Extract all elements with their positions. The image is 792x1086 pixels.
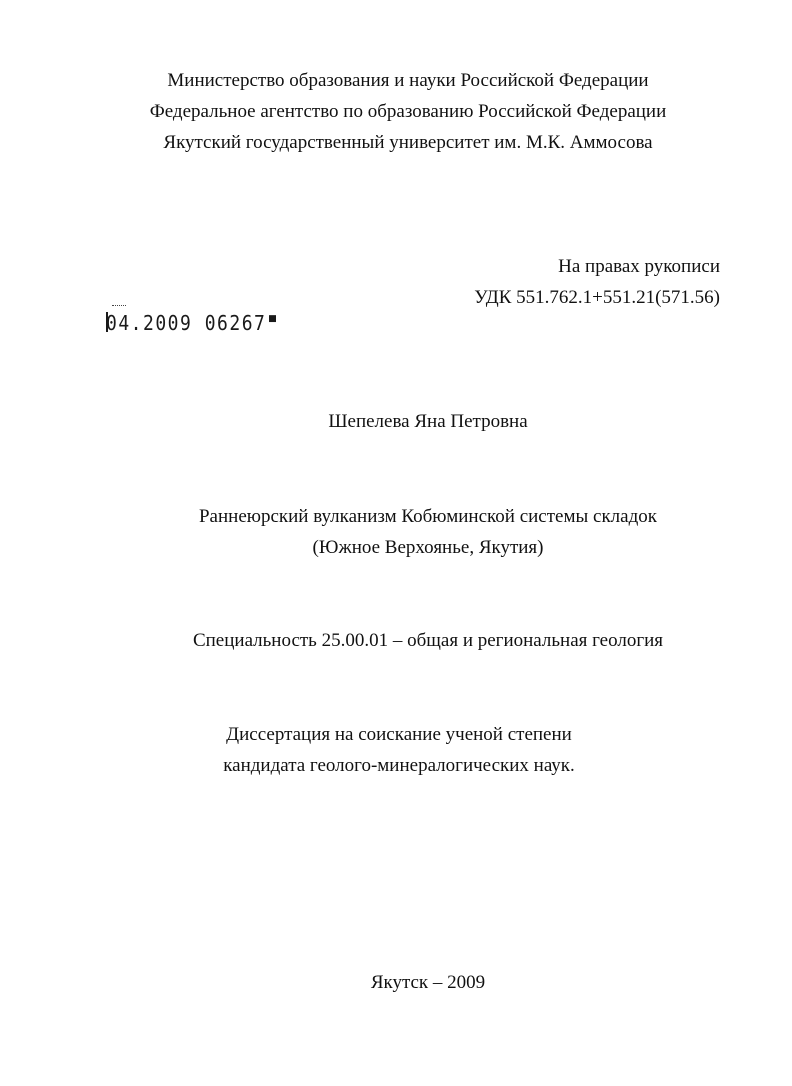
stamp-tick-mark [112, 305, 126, 308]
stamp-number: 04.2009 06267 [106, 311, 267, 336]
stamp-square-mark [269, 315, 276, 322]
registration-stamp [106, 311, 276, 336]
agency-heading: Федеральное агентство по образованию Российской Федерации [149, 101, 667, 122]
manuscript-rights-label: На правах рукописи [558, 256, 720, 277]
degree-line-2: кандидата геолого-минералогических наук. [223, 755, 575, 776]
dissertation-title-line-1: Раннеюрский вулканизм Кобюминской системы складок [198, 506, 657, 527]
author-name: Шепелева Яна Петровна [328, 411, 528, 432]
dissertation-title-line-2: (Южное Верхоянье, Якутия) [312, 537, 544, 558]
udk-code: УДК 551.762.1+551.21(571.56) [474, 287, 720, 308]
degree-line-1: Диссертация на соискание ученой степени [226, 724, 572, 745]
specialty-line: Специальность 25.00.01 – общая и региональная геология [192, 630, 664, 651]
university-heading: Якутский государственный университет им. М.К. Аммосова [163, 132, 653, 153]
city-year: Якутск – 2009 [370, 972, 486, 993]
ministry-heading: Министерство образования и науки Российской Федерации [167, 70, 649, 91]
